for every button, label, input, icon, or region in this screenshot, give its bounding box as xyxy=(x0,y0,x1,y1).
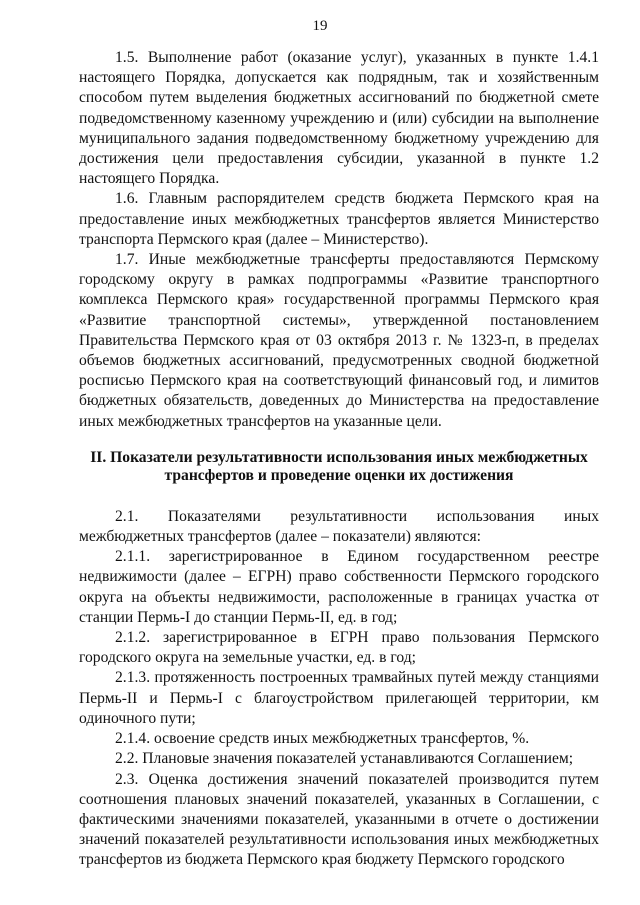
paragraph-2-2: 2.2. Плановые значения показателей устанавливаются Соглашением; xyxy=(115,750,574,768)
paragraph-2-1: 2.1. Показателями результативности использования иных межбюджетных трансфертов (далее – показатели) являются: xyxy=(79,507,599,546)
paragraph-2-1-3: 2.1.3. протяженность построенных трамвайных путей между станциями Пермь-II и Пермь-I с благоустройством прилегающей территории, км одиночного пути; xyxy=(79,669,599,727)
paragraph-2-1-4: 2.1.4. освоение средств иных межбюджетных трансфертов, %. xyxy=(115,730,530,748)
paragraph-1-6: 1.6. Главным распорядителем средств бюджета Пермского края на предоставление иных межбюджетных трансфертов является Министерство транспорта Пермского края (далее – Министерство). xyxy=(79,190,599,248)
paragraph-2-1-1: 2.1.1. зарегистрированное в Едином государственном реестре недвижимости (далее – ЕГРН) право собственности Пермского городского округа на объекты недвижимости, расположенные в границах участка от станции Пермь-I до станции Пермь-II, ед. в год; xyxy=(79,548,599,626)
page-number: 19 xyxy=(312,18,328,34)
document-body xyxy=(79,48,599,871)
paragraph-2-1-2: 2.1.2. зарегистрированное в ЕГРН право пользования Пермского городского округа на земельные участки, ед. в год; xyxy=(79,629,599,667)
section-heading-line-1: II. Показатели результативности использования иных межбюджетных xyxy=(90,448,588,466)
paragraph-1-5: 1.5. Выполнение работ (оказание услуг), указанных в пункте 1.4.1 настоящего Порядка, допускается как подрядным, так и хозяйственным способом путем выделения бюджетных ассигнований по бюджетной смете подведомственному казенному учреждению и (или) субсидии на выполнение муниципального задания подведомственному бюджетному учреждению для достижения цели предоставления субсидии, указанной в пункте 1.2 настоящего Порядка. xyxy=(79,49,599,188)
section-heading xyxy=(79,449,599,485)
paragraph-2-3: 2.3. Оценка достижения значений показателей производится путем соотношения плановых значений показателей, указанных в Соглашении, с фактическими значениями показателей, указанными в отчете о достижении значений показателей результативности использования иных межбюджетных трансфертов из бюджета Пермского края бюджету Пермского городского xyxy=(79,770,599,869)
paragraph-1-7: 1.7. Иные межбюджетные трансферты предоставляются Пермскому городскому округу в рамках подпрограммы «Развитие транспортного комплекса Пермского края» государственной программы Пермского края «Развитие транспортной системы», утвержденной постановлением Правительства Пермского края от 03 октября 2013 г. № 1323-п, в пределах объемов бюджетных ассигнований, предусмотренных сводной бюджетной росписью Пермского края на соответствующий финансовый год, и лимитов бюджетных обязательств, доведенных до Министерства на предоставление иных межбюджетных трансфертов на указанные цели. xyxy=(79,251,599,430)
section-heading-line-2: трансфертов и проведение оценки их достижения xyxy=(164,466,514,484)
